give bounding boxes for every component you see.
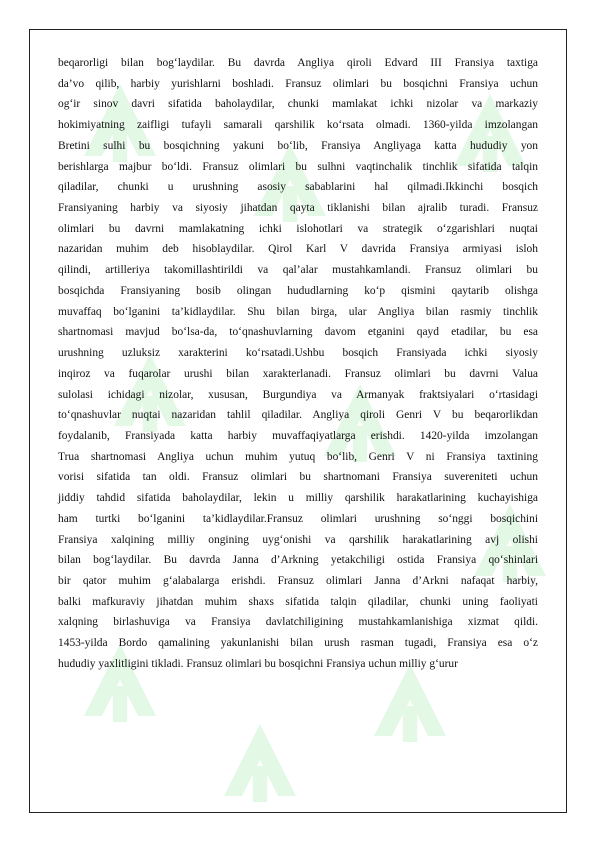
text-line: sulolasi ichidagi nizolar, xususan, Burgundiya va Armanyak fraktsiyalari o‘rtasidagi [58,388,538,401]
text-line: bir qator muhim g‘alabalarga erishdi. Fransuz olimlari Janna d’Arkni nafaqat harbiy, [58,574,538,587]
text-line: hokimiyatning zaifligi tufayli samarali qarshilik ko‘rsata olmadi. 1360-yilda imzolangan [58,119,538,132]
text-line: 1453-yilda Bordo qamalining yakunlanishi bilan urush rasman tugadi, Fransiya esa o‘z [58,637,538,650]
text-line: Fransiyaning harbiy va siyosiy jihatdan qayta tiklanishi bilan ajralib turadi. Fransuz [58,202,538,215]
text-line: jiddiy tahdid sifatida baholaydilar, lekin u milliy qarshilik harakatlarining kuchayishiga [58,492,538,505]
text-line: vorisi sifatida tan oldi. Fransuz olimlari bu shartnomani Fransiya suvereniteti uchun [58,471,538,484]
text-line: berishlarga majbur bo‘ldi. Fransuz olimlari bu sulhni vaqtinchalik tinchlik sifatida talqin [58,160,538,173]
text-line: balki mafkuraviy jihatdan muhim shaxs sifatida talqin qiladilar, chunki uning faoliyati [58,595,538,608]
body-paragraph [58,53,538,675]
text-line: urushning uzluksiz xarakterini ko‘rsatadi.Ushbu bosqich Fransiyada ichki siyosiy [58,347,538,360]
text-line: olimlari bu davrni mamlakatning ichki islohotlari va strategik o‘zgarishlari nuqtai [58,222,538,235]
text-line: qilindi, artilleriya takomillashtirildi va qal’alar mustahkamlandi. Fransuz olimlari bu [58,264,538,277]
text-line: inqiroz va fuqarolar urushi bilan xarakterlanadi. Fransuz olimlari bu davrni Valua [58,367,538,380]
text-line: bilan bog‘laydilar. Bu davrda Janna d’Arkning yetakchiligi ostida Fransiya qo‘shinlari [58,554,538,567]
text-line: beqarorligi bilan bog‘laydilar. Bu davrda Angliya qiroli Edvard III Fransiya taxtiga [58,57,538,69]
text-line: Fransiya xalqining milliy ongining uyg‘onishi va qarshilik harakatlarining avj olishi [58,533,538,546]
text-line: muvaffaq bo‘lganini ta’kidlaydilar. Shu bilan birga, ular Angliya bilan rasmiy tinchlik [58,305,538,318]
text-line: Trua shartnomasi Angliya uchun muhim yutuq bo‘lib, Genri V ni Fransiya taxtining [58,450,538,463]
text-line: bosqichda Fransiyaning bosib olingan hududlarning ko‘p qismini qaytarib olishga [58,284,538,297]
text-line: xalqning birlashuviga va Fransiya davlatchiligining mustahkamlanishiga xizmat qildi. [58,616,538,629]
text-line: qiladilar, chunki u urushning asosiy sabablarini hal qilmadi.Ikkinchi bosqich [58,181,538,194]
text-line: to‘qnashuvlar nuqtai nazaridan tahlil qiladilar. Angliya qiroli Genri V bu beqarorlikdan [58,409,538,422]
text-line: og‘ir sinov davri sifatida baholaydilar, chunki mamlakat ichki nizolar va markaziy [58,98,538,111]
text-line: hududiy yaxlitligini tikladi. Fransuz olimlari bu bosqichni Fransiya uchun milliy g‘urur [58,657,458,670]
text-line: nazaridan muhim deb hisoblaydilar. Qirol Karl V davrida Fransiya armiyasi isloh [58,243,538,256]
text-line: da’vo qilib, harbiy yurishlarni boshladi. Fransuz olimlari bu bosqichni Fransiya uchun [58,77,538,90]
text-line: foydalanib, Fransiyada katta harbiy muvaffaqiyatlarga erishdi. 1420-yilda imzolangan [58,429,538,442]
text-line: Bretini sulhi bu bosqichning yakuni bo‘lib, Fransiya Angliyaga katta hududiy yon [58,139,538,152]
text-line: shartnomasi mavjud bo‘lsa-da, to‘qnashuvlarning davom etganini qayd etadilar, bu esa [58,326,538,339]
text-line: ham turtki bo‘lganini ta’kidlaydilar.Fransuz olimlari urushning so‘nggi bosqichini [58,512,538,525]
